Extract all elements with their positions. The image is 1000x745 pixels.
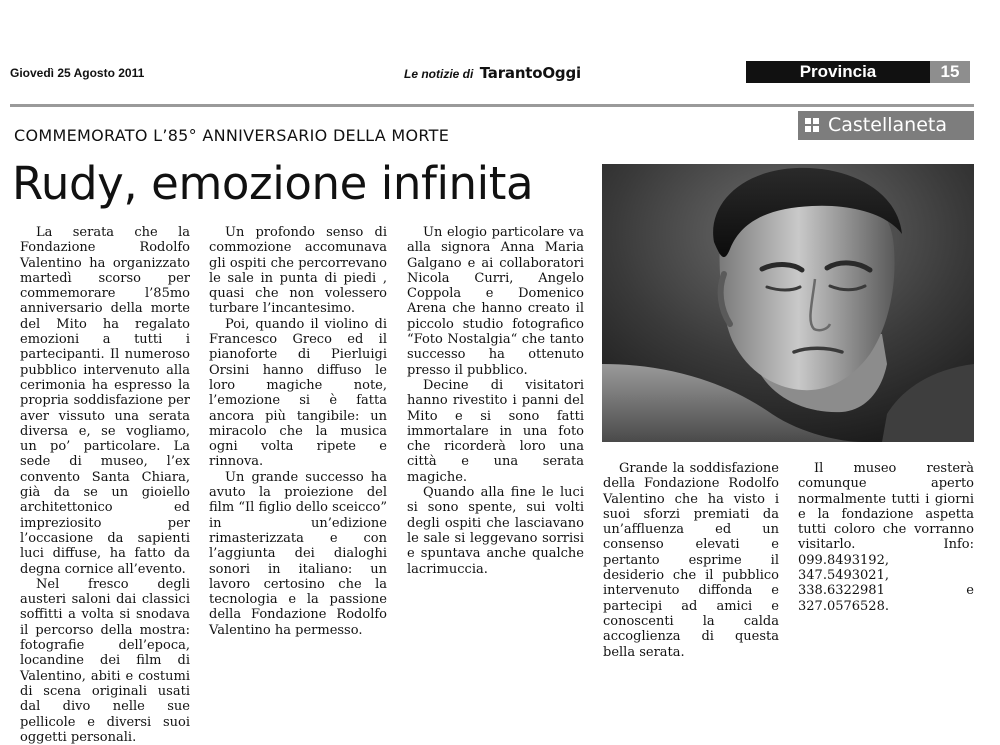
paragraph: Decine di visitatori hanno rivestito i panni del Mito e si sono fatti immortalare in una foto che ricorderà loro una città e una serata magiche.: [407, 377, 584, 485]
article-column-5: [798, 461, 974, 614]
paragraph: Un elogio particolare va alla signora Anna Maria Galgano e ai collaboratori Nicola Curri, Angelo Coppola e Domenico Arena che hanno creato il piccolo studio fotografico “Foto Nostalgia“ che tanto successo ha ottenuto presso il pubblico.: [407, 225, 584, 378]
article-kicker: COMMEMORATO L’85° ANNIVERSARIO DELLA MORTE: [14, 126, 450, 145]
newspaper-logo: TarantoOggi: [479, 64, 581, 82]
page-number: 15: [930, 61, 970, 83]
header-divider: [10, 104, 974, 107]
location-label: Castellaneta: [828, 114, 947, 136]
portrait-photo: [602, 164, 974, 442]
paragraph: La serata che la Fondazione Rodolfo Valentino ha organizzato martedì scorso per commemorare l’85mo anniversario della morte del Mito ha regalato emozioni a tutti i partecipanti. Il numeroso pubblico intervenuto alla cerimonia ha espresso la propria soddisfazione per aver vissuto una serata diversa e, se vogliamo, un po’ particolare. La sede di museo, l’ex convento Santa Chiara, già da se un gioiello architettonico ed impreziosito per l’occasione da sapienti luci diffuse, ha fatto da degna cornice all’evento.: [20, 225, 190, 577]
masthead-prefix: Le notizie di: [404, 67, 474, 81]
article-column-4: [603, 461, 779, 660]
article-headline: Rudy, emozione infinita: [12, 157, 534, 210]
paragraph: Nel fresco degli austeri saloni dai classici soffitti a volta si snodava il percorso della mostra: fotografie dell’epoca, locandine dei film di Valentino, abiti e costumi di scena originali usati dal divo nelle sue pellicole e diversi suoi oggetti personali.: [20, 576, 190, 745]
newspaper-masthead: [404, 64, 581, 82]
section-label: Provincia: [746, 61, 930, 83]
article-column-1: [20, 225, 190, 745]
grid-icon: [805, 118, 820, 133]
paragraph: Un grande successo ha avuto la proiezione del film “Il figlio dello sceicco” in un’edizione rimasterizzata e con l’aggiunta dei dialoghi sonori in italiano: un lavoro certosino che la tecnologia e la passione della Fondazione Rodolfo Valentino ha permesso.: [209, 469, 387, 638]
paragraph: Grande la soddisfazione della Fondazione Rodolfo Valentino che ha visto i suoi sforzi premiati da un’affluenza ed un consenso elevati e pertanto esprime il desiderio che il pubblico intervenuto diffonda e partecipi ad amici e conoscenti la calda accoglienza di questa bella serata.: [603, 461, 779, 660]
paragraph: Quando alla fine le luci si sono spente, sui volti degli ospiti che lasciavano le sale si leggevano sorrisi e spuntava anche qualche lacrimuccia.: [407, 485, 584, 577]
paragraph: Un profondo senso di commozione accomunava gli ospiti che percorrevano le sale in punta di piedi , quasi che non volessero turbare l’incantesimo.: [209, 225, 387, 317]
article-column-3: [407, 225, 584, 577]
issue-date: Giovedì 25 Agosto 2011: [10, 66, 145, 80]
article-column-2: [209, 225, 387, 638]
paragraph: Il museo resterà comunque aperto normalmente tutti i giorni e la fondazione aspetta tutti coloro che vorranno visitarlo. Info: 099.8493192, 347.5493021, 338.6322981 e 327.0576528.: [798, 461, 974, 614]
location-tag: [798, 111, 974, 140]
paragraph: Poi, quando il violino di Francesco Greco ed il pianoforte di Pierluigi Orsini hanno diffuso le loro magiche note, l’emozione si è fatta ancora più tangibile: un miracolo che la musica ogni volta ripete e rinnova.: [209, 316, 387, 470]
